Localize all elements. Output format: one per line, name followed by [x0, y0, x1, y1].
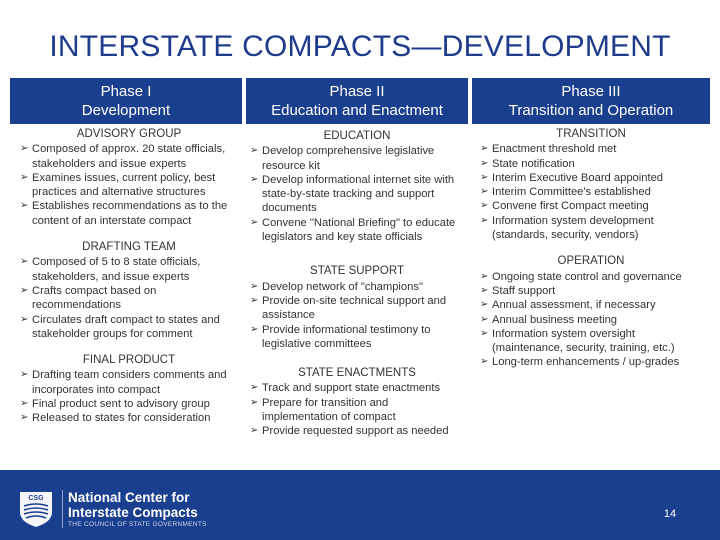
- list-item: [480, 171, 702, 185]
- state-support-title: STATE SUPPORT: [310, 265, 404, 278]
- org-tagline: THE COUNCIL OF STATE GOVERNMENTS: [68, 521, 207, 528]
- arrow-bullet-icon: ➢: [480, 284, 489, 296]
- list-item: [250, 381, 464, 395]
- list-item: [250, 396, 464, 425]
- list-item: [250, 144, 464, 173]
- final-product-title: FINAL PRODUCT: [82, 354, 176, 367]
- logo-divider: [62, 490, 63, 528]
- list-item-text: Establishes recommendations as to the content of an interstate compact: [32, 200, 228, 227]
- slide-title: INTERSTATE COMPACTS—DEVELOPMENT: [49, 30, 671, 63]
- list-item: [480, 284, 702, 298]
- final-product-list: [20, 368, 238, 425]
- list-item-text: Interim Committee's established: [492, 186, 651, 199]
- list-item: [250, 294, 464, 323]
- phase-3-label: Phase III: [561, 83, 621, 100]
- arrow-bullet-icon: ➢: [20, 398, 29, 410]
- list-item-text: Information system oversight (maintenance, security, training, etc.): [492, 327, 675, 355]
- arrow-bullet-icon: ➢: [250, 396, 259, 408]
- list-item: [20, 411, 238, 425]
- list-item: [20, 368, 238, 397]
- list-item-text: Prepare for transition and implementation of compact: [262, 396, 396, 424]
- list-item-text: Provide requested support as needed: [262, 425, 449, 438]
- arrow-bullet-icon: ➢: [250, 145, 259, 157]
- arrow-bullet-icon: ➢: [480, 214, 489, 226]
- arrow-bullet-icon: ➢: [20, 412, 29, 424]
- transition-list: [480, 142, 702, 242]
- arrow-bullet-icon: ➢: [480, 143, 489, 155]
- csg-emblem-icon: [16, 490, 56, 528]
- list-item: [250, 280, 464, 294]
- list-item-text: State notification: [492, 157, 575, 170]
- phase-1-column: [20, 127, 238, 426]
- org-name-line2: Interstate Compacts: [68, 505, 198, 520]
- list-item: [480, 327, 702, 356]
- phase-2-subtitle: Education and Enactment: [271, 102, 443, 119]
- list-item-text: Drafting team considers comments and incorporates into compact: [32, 369, 227, 396]
- list-item: [250, 323, 464, 352]
- list-item-text: Annual assessment, if necessary: [492, 299, 656, 312]
- list-item-text: Long-term enhancements / up-grades: [492, 356, 680, 369]
- arrow-bullet-icon: ➢: [250, 173, 259, 185]
- state-enactments-list: [250, 381, 464, 438]
- list-item-text: Develop informational internet site with state-by-state tracking and support documents: [262, 173, 455, 215]
- arrow-bullet-icon: ➢: [20, 284, 29, 296]
- state-support-list: [250, 280, 464, 351]
- list-item-text: Annual business meeting: [492, 313, 618, 326]
- arrow-bullet-icon: ➢: [20, 200, 29, 212]
- phase-2-column: [250, 129, 464, 439]
- page-number: 14: [663, 508, 677, 520]
- arrow-bullet-icon: ➢: [480, 171, 489, 183]
- list-item: [20, 313, 238, 342]
- arrow-bullet-icon: ➢: [250, 280, 259, 292]
- list-item: [480, 214, 702, 243]
- list-item-text: Track and support state enactments: [262, 382, 441, 395]
- phase-1-label: Phase I: [100, 83, 152, 100]
- education-list: [250, 144, 464, 244]
- arrow-bullet-icon: ➢: [480, 186, 489, 198]
- list-item: [250, 424, 464, 438]
- arrow-bullet-icon: ➢: [20, 256, 29, 268]
- arrow-bullet-icon: ➢: [250, 382, 259, 394]
- arrow-bullet-icon: ➢: [250, 425, 259, 437]
- list-item-text: Information system development (standards, security, vendors): [492, 214, 654, 242]
- phase-3-column: [480, 127, 702, 370]
- list-item: [480, 270, 702, 284]
- list-item-text: Crafts compact based on recommendations: [32, 284, 157, 312]
- arrow-bullet-icon: ➢: [250, 216, 259, 228]
- list-item-text: Final product sent to advisory group: [32, 398, 210, 411]
- arrow-bullet-icon: ➢: [20, 313, 29, 325]
- list-item-text: Interim Executive Board appointed: [492, 171, 664, 184]
- list-item-text: Circulates draft compact to states and stakeholder groups for comment: [32, 313, 220, 340]
- list-item-text: Staff support: [492, 284, 556, 297]
- phase-2-label: Phase II: [329, 83, 385, 100]
- education-title: EDUCATION: [323, 130, 391, 142]
- drafting-team-list: [20, 255, 238, 341]
- list-item-text: Convene first Compact meeting: [492, 200, 649, 213]
- arrow-bullet-icon: ➢: [480, 327, 489, 339]
- arrow-bullet-icon: ➢: [480, 313, 489, 325]
- list-item: [20, 397, 238, 411]
- phase-3-header: [472, 78, 710, 124]
- arrow-bullet-icon: ➢: [20, 369, 29, 381]
- list-item: [20, 142, 238, 171]
- arrow-bullet-icon: ➢: [480, 270, 489, 282]
- list-item: [480, 185, 702, 199]
- arrow-bullet-icon: ➢: [480, 299, 489, 311]
- arrow-bullet-icon: ➢: [20, 171, 29, 183]
- arrow-bullet-icon: ➢: [480, 356, 489, 368]
- list-item-text: Provide on-site technical support and assistance: [262, 294, 447, 322]
- list-item: [480, 313, 702, 327]
- list-item-text: Enactment threshold met: [492, 143, 617, 156]
- list-item-text: Ongoing state control and governance: [492, 270, 682, 283]
- list-item-text: Composed of 5 to 8 state officials, stakeholders, and issue experts: [32, 256, 201, 283]
- list-item: [20, 199, 238, 228]
- list-item-text: Develop network of "champions": [262, 280, 423, 293]
- transition-title: TRANSITION: [556, 128, 626, 140]
- list-item: [480, 157, 702, 171]
- arrow-bullet-icon: ➢: [480, 200, 489, 212]
- state-enactments-title: STATE ENACTMENTS: [298, 367, 416, 380]
- phase-1-header: [10, 78, 242, 124]
- arrow-bullet-icon: ➢: [20, 143, 29, 155]
- arrow-bullet-icon: ➢: [480, 157, 489, 169]
- list-item: [20, 284, 238, 313]
- advisory-group-title: ADVISORY GROUP: [76, 128, 182, 140]
- list-item-text: Provide informational testimony to legislative committees: [262, 323, 431, 350]
- list-item-text: Composed of approx. 20 state officials, stakeholders and issue experts: [32, 143, 226, 170]
- arrow-bullet-icon: ➢: [250, 294, 259, 306]
- list-item-text: Examines issues, current policy, best practices and alternative structures: [32, 171, 216, 199]
- list-item: [480, 199, 702, 213]
- list-item-text: Released to states for consideration: [32, 412, 211, 425]
- phase-3-subtitle: Transition and Operation: [508, 102, 674, 119]
- list-item-text: Convene "National Briefing" to educate legislators and key state officials: [262, 216, 456, 244]
- list-item: [480, 142, 702, 156]
- advisory-group-list: [20, 142, 238, 228]
- list-item: [20, 171, 238, 200]
- operation-title: OPERATION: [557, 255, 625, 268]
- phase-1-subtitle: Development: [81, 102, 171, 119]
- org-name-line1: National Center for: [68, 490, 190, 505]
- phase-2-header: [246, 78, 468, 124]
- list-item: [480, 355, 702, 369]
- emblem-text: CSG: [28, 495, 44, 502]
- arrow-bullet-icon: ➢: [250, 323, 259, 335]
- list-item: [480, 298, 702, 312]
- operation-list: [480, 270, 702, 370]
- list-item-text: Develop comprehensive legislative resource kit: [262, 145, 435, 172]
- list-item: [20, 255, 238, 284]
- list-item: [250, 216, 464, 245]
- drafting-team-title: DRAFTING TEAM: [82, 241, 176, 254]
- list-item: [250, 173, 464, 216]
